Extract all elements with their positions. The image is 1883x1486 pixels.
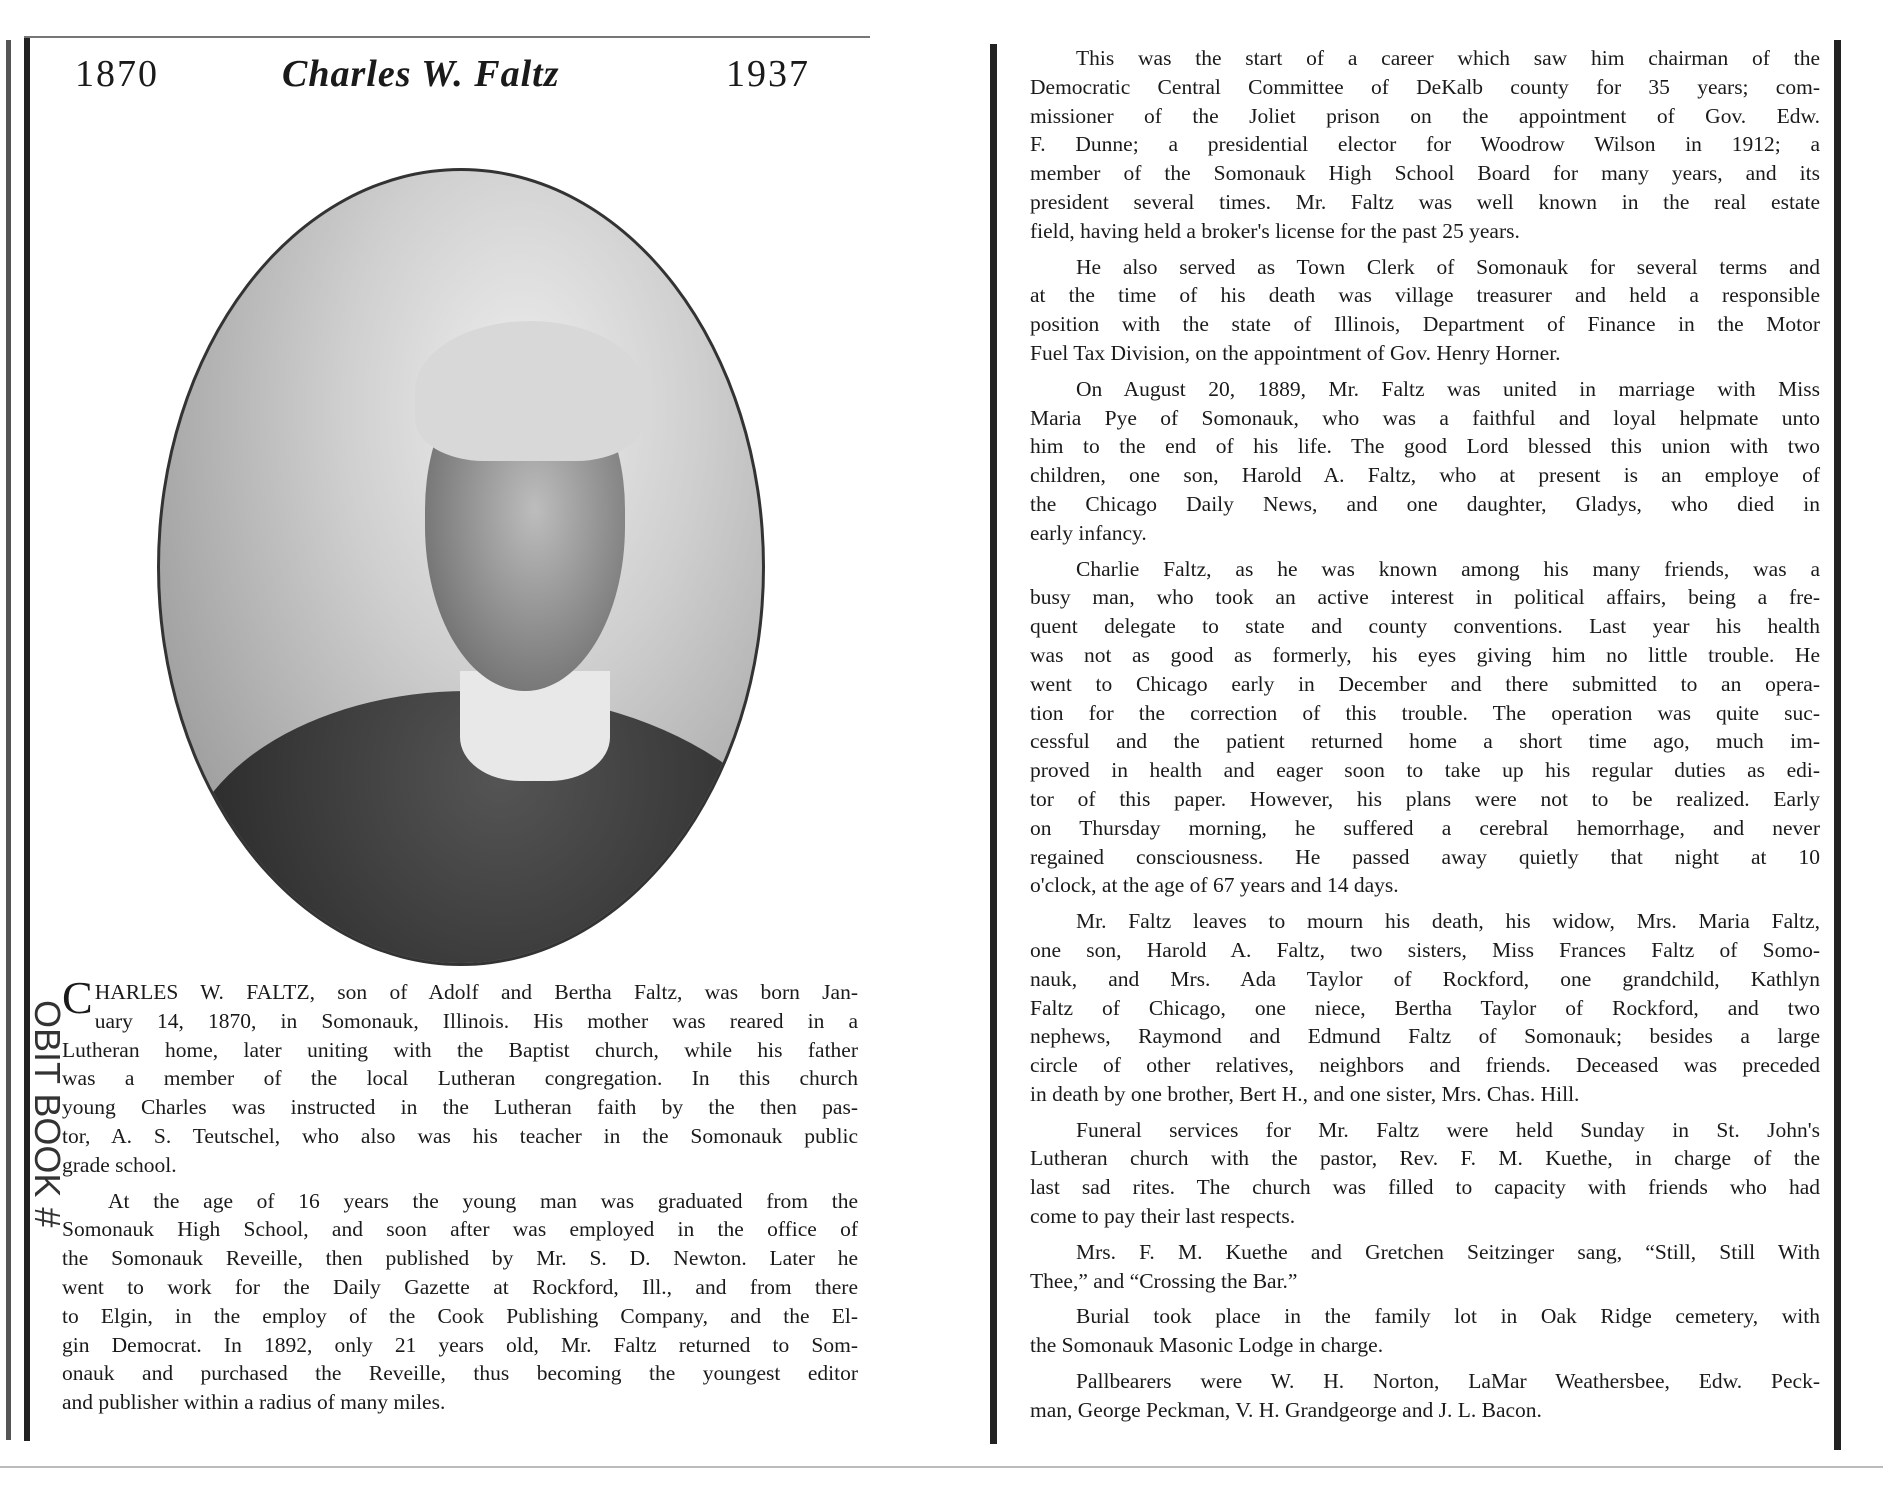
text-line: cessful and the patient returned home a short time ago, much im- <box>1030 729 1820 754</box>
paragraph <box>1030 555 1820 901</box>
text-line: proved in health and eager soon to take up his regular duties as edi- <box>1030 758 1820 783</box>
text-line: the Somonauk Masonic Lodge in charge. <box>1030 1333 1384 1358</box>
text-line: Funeral services for Mr. Faltz were held Sunday in St. John's <box>1076 1117 1820 1142</box>
text-line: went to Chicago early in December and there submitted to an opera- <box>1030 671 1820 696</box>
left-column-top-rule <box>24 36 870 38</box>
text-line: This was the start of a career which saw him chairman of the <box>1076 46 1820 70</box>
text-line: regained consciousness. He passed away quietly that night at 10 <box>1030 844 1820 869</box>
paragraph <box>1030 1116 1820 1231</box>
paragraph <box>1030 1367 1820 1425</box>
text-line: On August 20, 1889, Mr. Faltz was united in marriage with Miss <box>1076 376 1820 401</box>
text-line: Lutheran church with the pastor, Rev. F. M. Kuethe, in charge of the <box>1030 1146 1820 1171</box>
death-year: 1937 <box>726 53 810 95</box>
text-line: grade school. <box>62 1152 177 1177</box>
text-line: nephews, Raymond and Edmund Faltz of Somonauk; besides a large <box>1030 1024 1820 1049</box>
text-line: in death by one brother, Bert H., and one sister, Mrs. Chas. Hill. <box>1030 1081 1580 1106</box>
text-line: He also served as Town Clerk of Somonauk for several terms and <box>1076 254 1820 279</box>
text-line: Faltz of Chicago, one niece, Bertha Taylor of Rockford, and two <box>1030 995 1820 1020</box>
text-line: president several times. Mr. Faltz was well known in the real estate <box>1030 189 1820 214</box>
text-line: Mrs. F. M. Kuethe and Gretchen Seitzinger sang, “Still, Still With <box>1076 1239 1820 1264</box>
paragraph <box>1030 1302 1820 1360</box>
text-line: was not as good as formerly, his eyes giving him no little trouble. He <box>1030 642 1820 667</box>
text-line: member of the Somonauk High School Board for many years, and its <box>1030 161 1820 186</box>
text-line: uary 14, 1870, in Somonauk, Illinois. His mother was reared in a <box>94 1008 858 1033</box>
left-column-text <box>62 972 858 1424</box>
bottom-rule <box>0 1466 1883 1468</box>
portrait-photo <box>157 168 765 966</box>
text-line: circle of other relatives, neighbors and friends. Deceased was preceded <box>1030 1053 1820 1078</box>
text-line: Maria Pye of Somonauk, who was a faithful and loyal helpmate unto <box>1030 405 1820 430</box>
margin-stamp: OBIT BOOK # <box>27 1000 68 1228</box>
text-line: the Chicago Daily News, and one daughter, Gladys, who died in <box>1030 491 1820 516</box>
text-line: HARLES W. FALTZ, son of Adolf and Bertha Faltz, was born Jan- <box>94 980 858 1004</box>
text-line: Thee,” and “Crossing the Bar.” <box>1030 1268 1298 1293</box>
text-line: Charlie Faltz, as he was known among his many friends, was a <box>1076 556 1820 581</box>
text-line: onauk and purchased the Reveille, thus becoming the youngest editor <box>62 1361 858 1386</box>
text-line: field, having held a broker's license for the past 25 years. <box>1030 218 1520 243</box>
right-column-right-border <box>1834 40 1841 1450</box>
obituary-title: Charles W. Faltz <box>282 53 560 95</box>
text-line: young Charles was instructed in the Lutheran faith by the then pas- <box>62 1095 858 1120</box>
left-column-border <box>24 36 30 1441</box>
drop-cap: C <box>62 972 93 1023</box>
text-line: Lutheran home, later uniting with the Baptist church, while his father <box>62 1037 858 1062</box>
text-line: position with the state of Illinois, Department of Finance in the Motor <box>1030 312 1820 337</box>
text-line: last sad rites. The church was filled to capacity with friends who had <box>1030 1175 1820 1200</box>
text-line: tor of this paper. However, his plans were not to be realized. Early <box>1030 786 1820 811</box>
text-line: went to work for the Daily Gazette at Rockford, Ill., and from there <box>62 1274 858 1299</box>
right-column-text <box>1030 44 1820 1432</box>
text-line: one son, Harold A. Faltz, two sisters, Miss Frances Faltz of Somo- <box>1030 937 1820 962</box>
paragraph <box>1030 1238 1820 1296</box>
paragraph <box>62 972 858 1180</box>
text-line: was a member of the local Lutheran congregation. In this church <box>62 1066 858 1091</box>
text-line: at the time of his death was village treasurer and held a responsible <box>1030 283 1820 308</box>
text-line: children, one son, Harold A. Faltz, who at present is an employe of <box>1030 463 1820 488</box>
text-line: the Somonauk Reveille, then published by Mr. S. D. Newton. Later he <box>62 1246 858 1271</box>
birth-year: 1870 <box>75 53 159 95</box>
text-line: Pallbearers were W. H. Norton, LaMar Weathersbee, Edw. Peck- <box>1076 1369 1820 1394</box>
paragraph <box>1030 907 1820 1109</box>
text-line: gin Democrat. In 1892, only 21 years old, Mr. Faltz returned to Som- <box>62 1332 858 1357</box>
text-line: tor, A. S. Teutschel, who also was his teacher in the Somonauk public <box>62 1123 858 1148</box>
portrait-hair <box>415 321 645 461</box>
text-line: Democratic Central Committee of DeKalb county for 35 years; com- <box>1030 74 1820 99</box>
text-line: Somonauk High School, and soon after was employed in the office of <box>62 1217 858 1242</box>
text-line: Mr. Faltz leaves to mourn his death, his widow, Mrs. Maria Faltz, <box>1076 909 1820 934</box>
paragraph <box>1030 44 1820 246</box>
text-line: quent delegate to state and county conventions. Last year his health <box>1030 614 1820 639</box>
text-line: nauk, and Mrs. Ada Taylor of Rockford, one grandchild, Kathlyn <box>1030 966 1820 991</box>
text-line: and publisher within a radius of many miles. <box>62 1390 446 1415</box>
text-line: man, George Peckman, V. H. Grandgeorge and J. L. Bacon. <box>1030 1397 1542 1422</box>
paragraph <box>1030 253 1820 368</box>
text-line: F. Dunne; a presidential elector for Woodrow Wilson in 1912; a <box>1030 132 1820 157</box>
text-line: on Thursday morning, he suffered a cerebral hemorrhage, and never <box>1030 815 1820 840</box>
right-column-left-border <box>990 44 997 1444</box>
text-line: missioner of the Joliet prison on the appointment of Gov. Edw. <box>1030 103 1820 128</box>
text-line: At the age of 16 years the young man was graduated from the <box>108 1188 858 1213</box>
text-line: o'clock, at the age of 67 years and 14 days. <box>1030 873 1399 898</box>
text-line: Fuel Tax Division, on the appointment of Gov. Henry Horner. <box>1030 340 1561 365</box>
paragraph <box>62 1187 858 1417</box>
text-line: him to the end of his life. The good Lord blessed this union with two <box>1030 434 1820 459</box>
text-line: to Elgin, in the employ of the Cook Publishing Company, and the El- <box>62 1303 858 1328</box>
text-line: early infancy. <box>1030 520 1147 545</box>
left-edge-border <box>6 40 11 1440</box>
text-line: tion for the correction of this trouble. The operation was quite suc- <box>1030 700 1820 725</box>
text-line: busy man, who took an active interest in political affairs, being a fre- <box>1030 585 1820 610</box>
text-line: come to pay their last respects. <box>1030 1204 1296 1229</box>
text-line: Burial took place in the family lot in Oak Ridge cemetery, with <box>1076 1304 1820 1329</box>
paragraph <box>1030 375 1820 548</box>
